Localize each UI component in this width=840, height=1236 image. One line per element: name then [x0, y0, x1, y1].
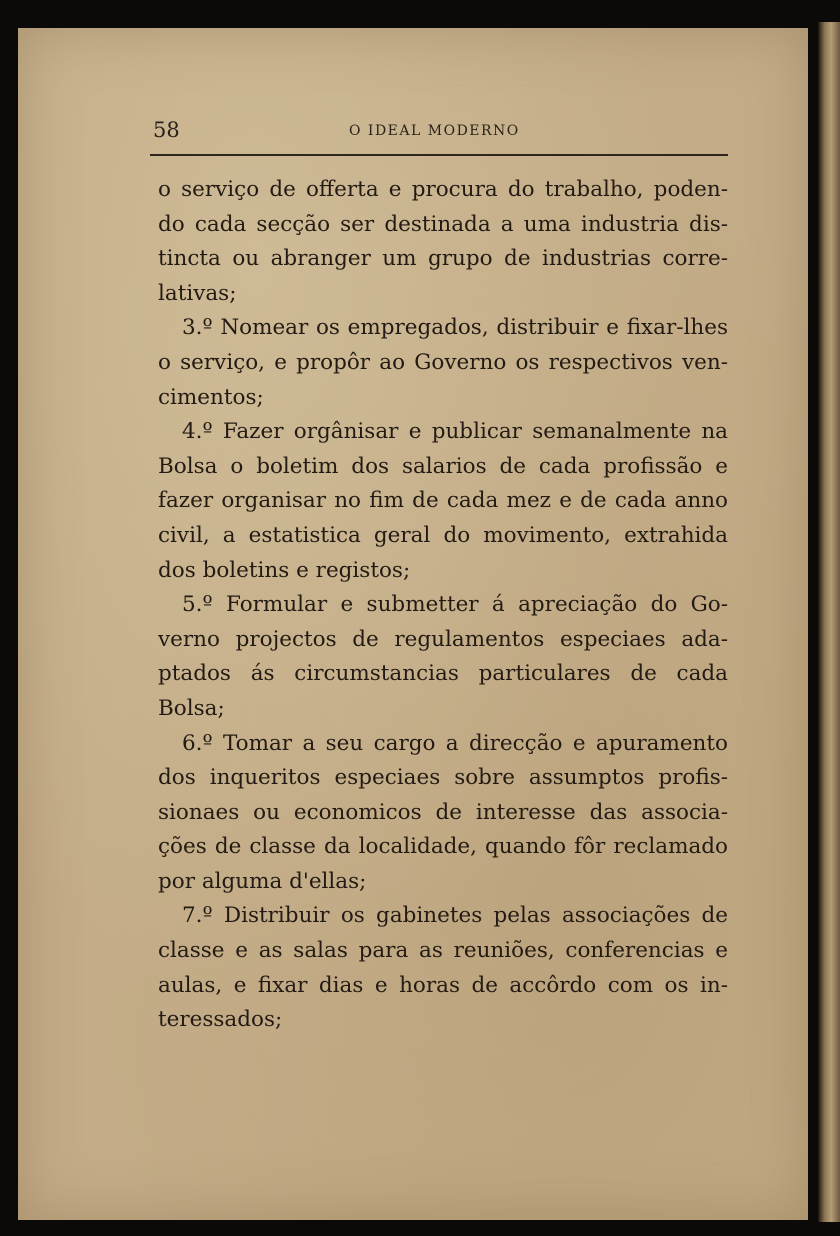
text-line: o serviço de offerta e procura do trabalho, poden-: [158, 177, 728, 202]
text-line: 7.º Distribuir os gabinetes pelas associações de: [182, 903, 728, 929]
text-line: civil, a estatistica geral do movimento, extrahida: [158, 522, 728, 548]
text-line: 5.º Formular e submetter á apreciação do Go-: [182, 592, 728, 618]
text-line: tincta ou abranger um grupo de industrias corre-: [158, 246, 728, 272]
text-line: o serviço, e propôr ao Governo os respectivos ven-: [158, 349, 728, 375]
header-rule: [150, 154, 728, 156]
running-title: O IDEAL MODERNO: [349, 123, 520, 139]
text-line: por alguma d'ellas;: [158, 868, 367, 894]
text-line: lativas;: [158, 280, 237, 306]
text-line: 3.º Nomear os empregados, distribuir e fixar-lhes: [182, 315, 728, 341]
text-line: sionaes ou economicos de interesse das associa-: [158, 799, 728, 825]
page-edge: [818, 22, 840, 1222]
text-line: aulas, e fixar dias e horas de accôrdo com os in-: [158, 972, 728, 998]
text-line: teressados;: [158, 1007, 283, 1033]
text-line: Bolsa;: [158, 695, 225, 721]
text-line: classe e as salas para as reuniões, conferencias e: [158, 938, 728, 964]
text-line: ções de classe da localidade, quando fôr reclamado: [158, 834, 728, 860]
text-line: Bolsa o boletim dos salarios de cada profissão e: [158, 453, 728, 479]
text-line: dos inqueritos especiaes sobre assumptos profis-: [158, 765, 728, 791]
page-number: 58: [153, 118, 180, 142]
text-line: dos boletins e registos;: [158, 557, 411, 583]
text-line: ptados ás circumstancias particulares de cada: [158, 661, 728, 687]
body-text: [158, 173, 728, 1038]
text-line: do cada secção ser destinada a uma industria dis-: [158, 211, 728, 237]
text-line: 4.º Fazer orgânisar e publicar semanalmente na: [182, 419, 728, 445]
text-line: fazer organisar no fim de cada mez e de cada anno: [158, 488, 728, 514]
text-line: verno projectos de regulamentos especiaes ada-: [158, 626, 728, 652]
page-header: [153, 116, 728, 148]
text-line: cimentos;: [158, 384, 264, 410]
text-line: 6.º Tomar a seu cargo a direcção e apuramento: [182, 730, 728, 756]
